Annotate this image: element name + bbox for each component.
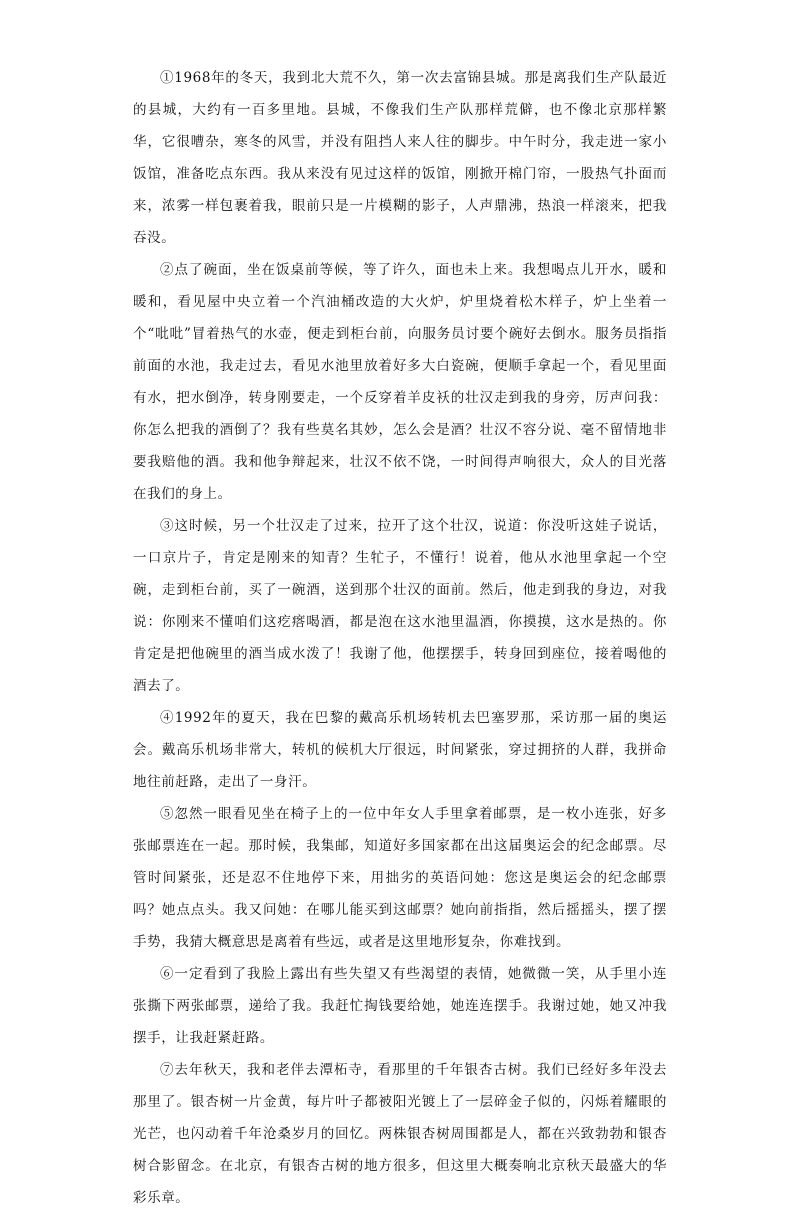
paragraph-6: ⑥一定看到了我脸上露出有些失望又有些渴望的表情，她微微一笑，从手里小连张撕下两张邮票，递给了我。我赶忙掏钱要给她，她连连摆手。我谢过她，她又冲我摆手，让我赶紧赶路。 xyxy=(133,966,667,1046)
paragraph-5: ⑤忽然一眼看见坐在椅子上的一位中年女人手里拿着邮票，是一枚小连张，好多张邮票连在一起。那时候，我集邮，知道好多国家都在出这届奥运会的纪念邮票。尽管时间紧张，还是忍不住地停下来，用拙劣的英语问她：您这是奥运会的纪念邮票吗？她点点头。我又问她：在哪儿能买到这邮票？她向前指指，然后摇摇头，摆了摆手势，我猜大概意思是离着有些远，或者是这里地形复杂，你难找到。 xyxy=(133,806,667,950)
paragraph-1: ①1968年的冬天，我到北大荒不久，第一次去富锦县城。那是离我们生产队最近的县城，大约有一百多里地。县城，不像我们生产队那样荒僻，也不像北京那样繁华，它很嘈杂，寒冬的风雪，并没有阻挡人来人往的脚步。中午时分，我走进一家小饭馆，准备吃点东西。我从来没有见过这样的饭馆，刚掀开棉门帘，一股热气扑面而来，浓雾一样包裹着我，眼前只是一片模糊的影子，人声鼎沸，热浪一样滚来，把我吞没。 xyxy=(133,70,667,246)
paragraph-2: ②点了碗面，坐在饭桌前等候，等了许久，面也未上来。我想喝点儿开水，暖和暖和，看见屋中央立着一个汽油桶改造的大火炉，炉里烧着松木样子，炉上坐着一个“吡吡”冒着热气的水壶，便走到柜台前，向服务员讨要个碗好去倒水。服务员指指前面的水池，我走过去，看见水池里放着好多大白瓷碗，便顺手拿起一个，看见里面有水，把水倒净，转身刚要走，一个反穿着羊皮袄的壮汉走到我的身旁，厉声问我：你怎么把我的酒倒了？我有些莫名其妙，怎么会是酒？壮汉不容分说、毫不留情地非要我赔他的酒。我和他争辩起来，壮汉不依不饶，一时间得声响很大，众人的目光落在我们的身上。 xyxy=(133,262,667,502)
document-body xyxy=(133,62,667,1214)
paragraph-7: ⑦去年秋天，我和老伴去潭柘寺，看那里的千年银杏古树。我们已经好多年没去那里了。银杏树一片金黄，每片叶子都被阳光镀上了一层碎金子似的，闪烁着耀眼的光芒，也闪动着千年沧桑岁月的回忆。两株银杏树周围都是人，都在兴致勃勃和银杏树合影留念。在北京，有银杏古树的地方很多，但这里大概奏响北京秋天最盛大的华彩乐章。 xyxy=(133,1062,667,1206)
paragraph-4: ④1992年的夏天，我在巴黎的戴高乐机场转机去巴塞罗那，采访那一届的奥运会。戴高乐机场非常大，转机的候机大厅很远，时间紧张，穿过拥挤的人群，我拼命地往前赶路，走出了一身汗。 xyxy=(133,710,667,790)
paragraph-3: ③这时候，另一个壮汉走了过来，拉开了这个壮汉，说道：你没听这娃子说话，一口京片子，肯定是刚来的知青？生牤子，不懂行！说着，他从水池里拿起一个空碗，走到柜台前，买了一碗酒，送到那个壮汉的面前。然后，他走到我的身边，对我说：你刚来不懂咱们这疙瘩喝酒，都是泡在这水池里温酒，你摸摸，这水是热的。你肯定是把他碗里的酒当成水泼了！我谢了他，他摆摆手，转身回到座位，接着喝他的酒去了。 xyxy=(133,518,667,694)
